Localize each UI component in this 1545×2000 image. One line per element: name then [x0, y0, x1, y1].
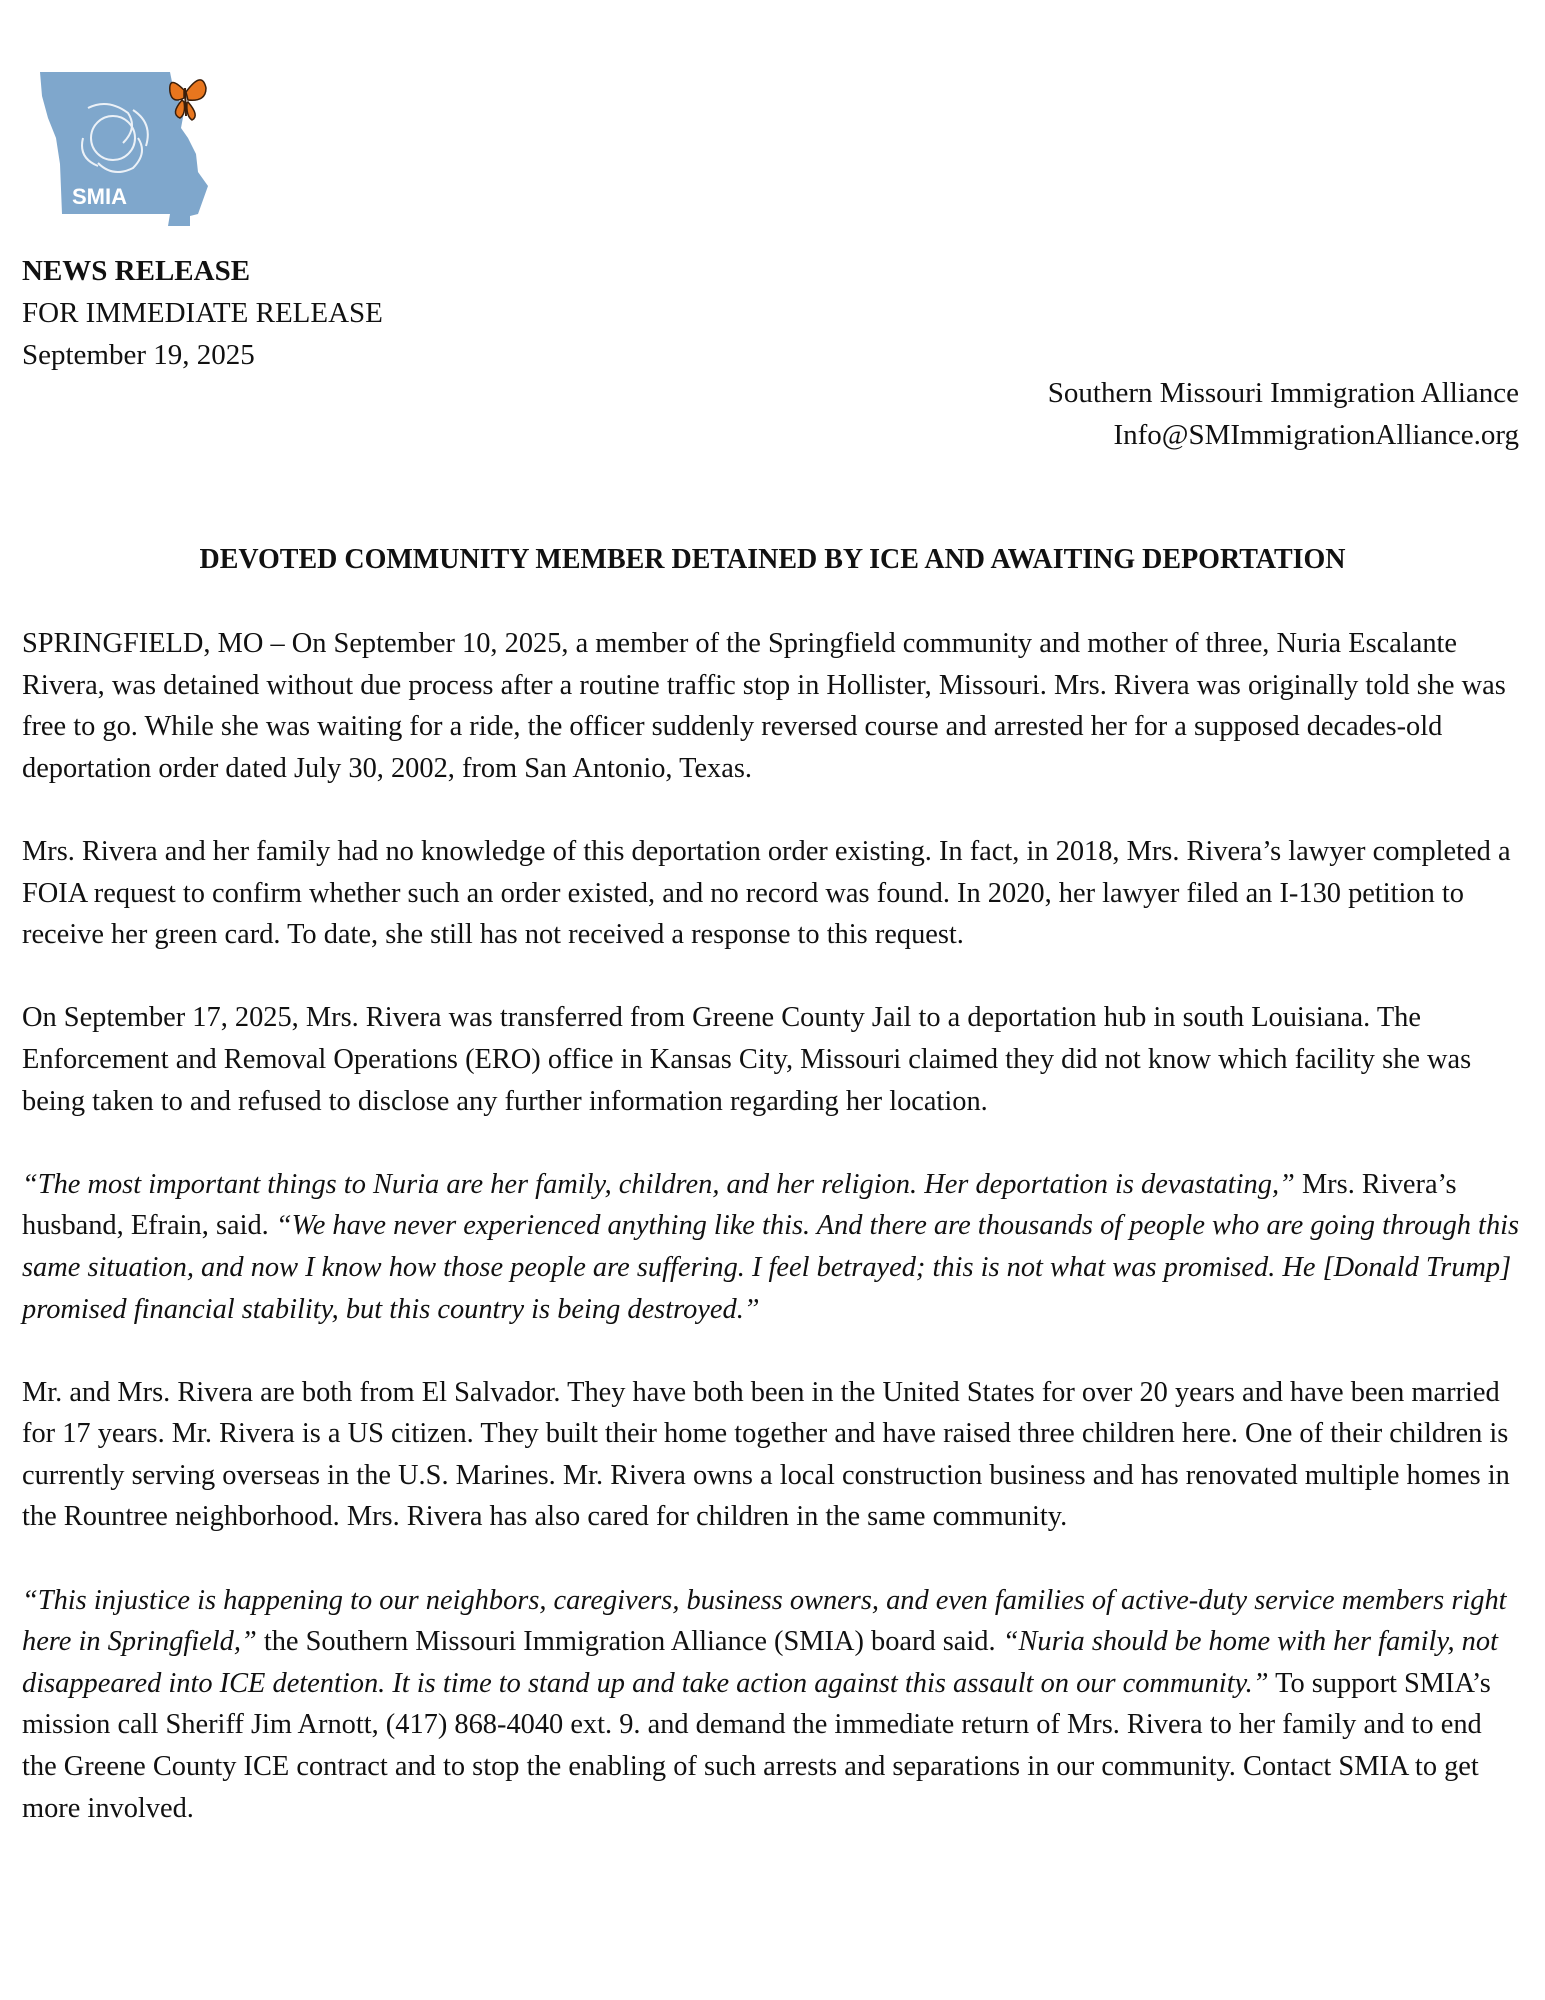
quote-injustice: “This injustice is happening to our neighbors, caregivers, business owners, and even families of active-duty service members right here in Springfield,”: [22, 1584, 1507, 1658]
paragraph-1: SPRINGFIELD, MO – On September 10, 2025, a member of the Springfield community and mother of three, Nuria Escalante Rivera, was detained without due process after a routine traffic stop in Hollister, Missouri. Mrs. Rivera was originally told she was free to go. While she was waiting for a ride, the officer suddenly reversed course and arrested her for a supposed decades-old deportation order dated July 30, 2002, from San Antonio, Texas.: [22, 628, 1506, 784]
release-date: September 19, 2025: [22, 339, 255, 371]
smia-logo: [38, 68, 218, 228]
organization-name: Southern Missouri Immigration Alliance: [1047, 377, 1519, 409]
quote-husband: “We have never experienced anything like this. And there are thousands of people who are going through this same situation, and now I know how those people are suffering. I feel betrayed; this is not what was promised. He [Donald Trump] promised financial stability, but this country is being destroyed.”: [22, 1210, 1520, 1325]
paragraph-5: Mr. and Mrs. Rivera are both from El Salvador. They have both been in the United States for over 20 years and have been married for 17 years. Mr. Rivera is a US citizen. They built their home together and have raised three children here. One of their children is currently serving overseas in the U.S. Marines. Mr. Rivera owns a local construction business and has renovated multiple homes in the Rountree neighborhood. Mrs. Rivera has also cared for children in the same community.: [22, 1376, 1510, 1533]
contact-info: [1048, 372, 1519, 456]
paragraph-2: Mrs. Rivera and her family had no knowledge of this deportation order existing. In fact, in 2018, Mrs. Rivera’s lawyer completed a FOIA request to confirm whether such an order existed, and no record was found. In 2020, her lawyer filed an I-130 petition to receive her green card. To date, she still has not received a response to this request.: [22, 835, 1511, 951]
news-release-label: NEWS RELEASE: [22, 255, 251, 287]
contact-email: Info@SMImmigrationAlliance.org: [1113, 419, 1519, 451]
butterfly-icon: [170, 80, 206, 120]
quote-family: “The most important things to Nuria are her family, children, and her religion. Her deportation is devastating,”: [22, 1168, 1295, 1200]
immediate-release-label: FOR IMMEDIATE RELEASE: [22, 297, 383, 329]
paragraph-4: [22, 1164, 1522, 1330]
article-body: [22, 623, 1522, 1871]
paragraph-3: On September 17, 2025, Mrs. Rivera was transferred from Greene County Jail to a deportation hub in south Louisiana. The Enforcement and Removal Operations (ERO) office in Kansas City, Missouri claimed they did not know which facility she was being taken to and refused to disclose any further information regarding her location.: [22, 1002, 1472, 1117]
quote-attribution-husband: Mrs. Rivera’s husband, Efrain, said.: [22, 1168, 1457, 1242]
release-header: [22, 250, 383, 376]
logo-text: SMIA: [72, 184, 127, 209]
quote-attribution-board: the Southern Missouri Immigration Alliance (SMIA) board said.: [256, 1626, 1003, 1658]
headline: DEVOTED COMMUNITY MEMBER DETAINED BY ICE AND AWAITING DEPORTATION: [199, 544, 1346, 575]
call-to-action: To support SMIA’s mission call Sheriff Jim Arnott, (417) 868-4040 ext. 9. and demand the immediate return of Mrs. Rivera to her family and to end the Greene County ICE contract and to stop the enabling of such arrests and separations in our community. Contact SMIA to get more involved.: [22, 1667, 1491, 1824]
paragraph-6: [22, 1580, 1522, 1830]
quote-board: “Nuria should be home with her family, not disappeared into ICE detention. It is time to stand up and take action against this assault on our community.”: [22, 1626, 1498, 1699]
